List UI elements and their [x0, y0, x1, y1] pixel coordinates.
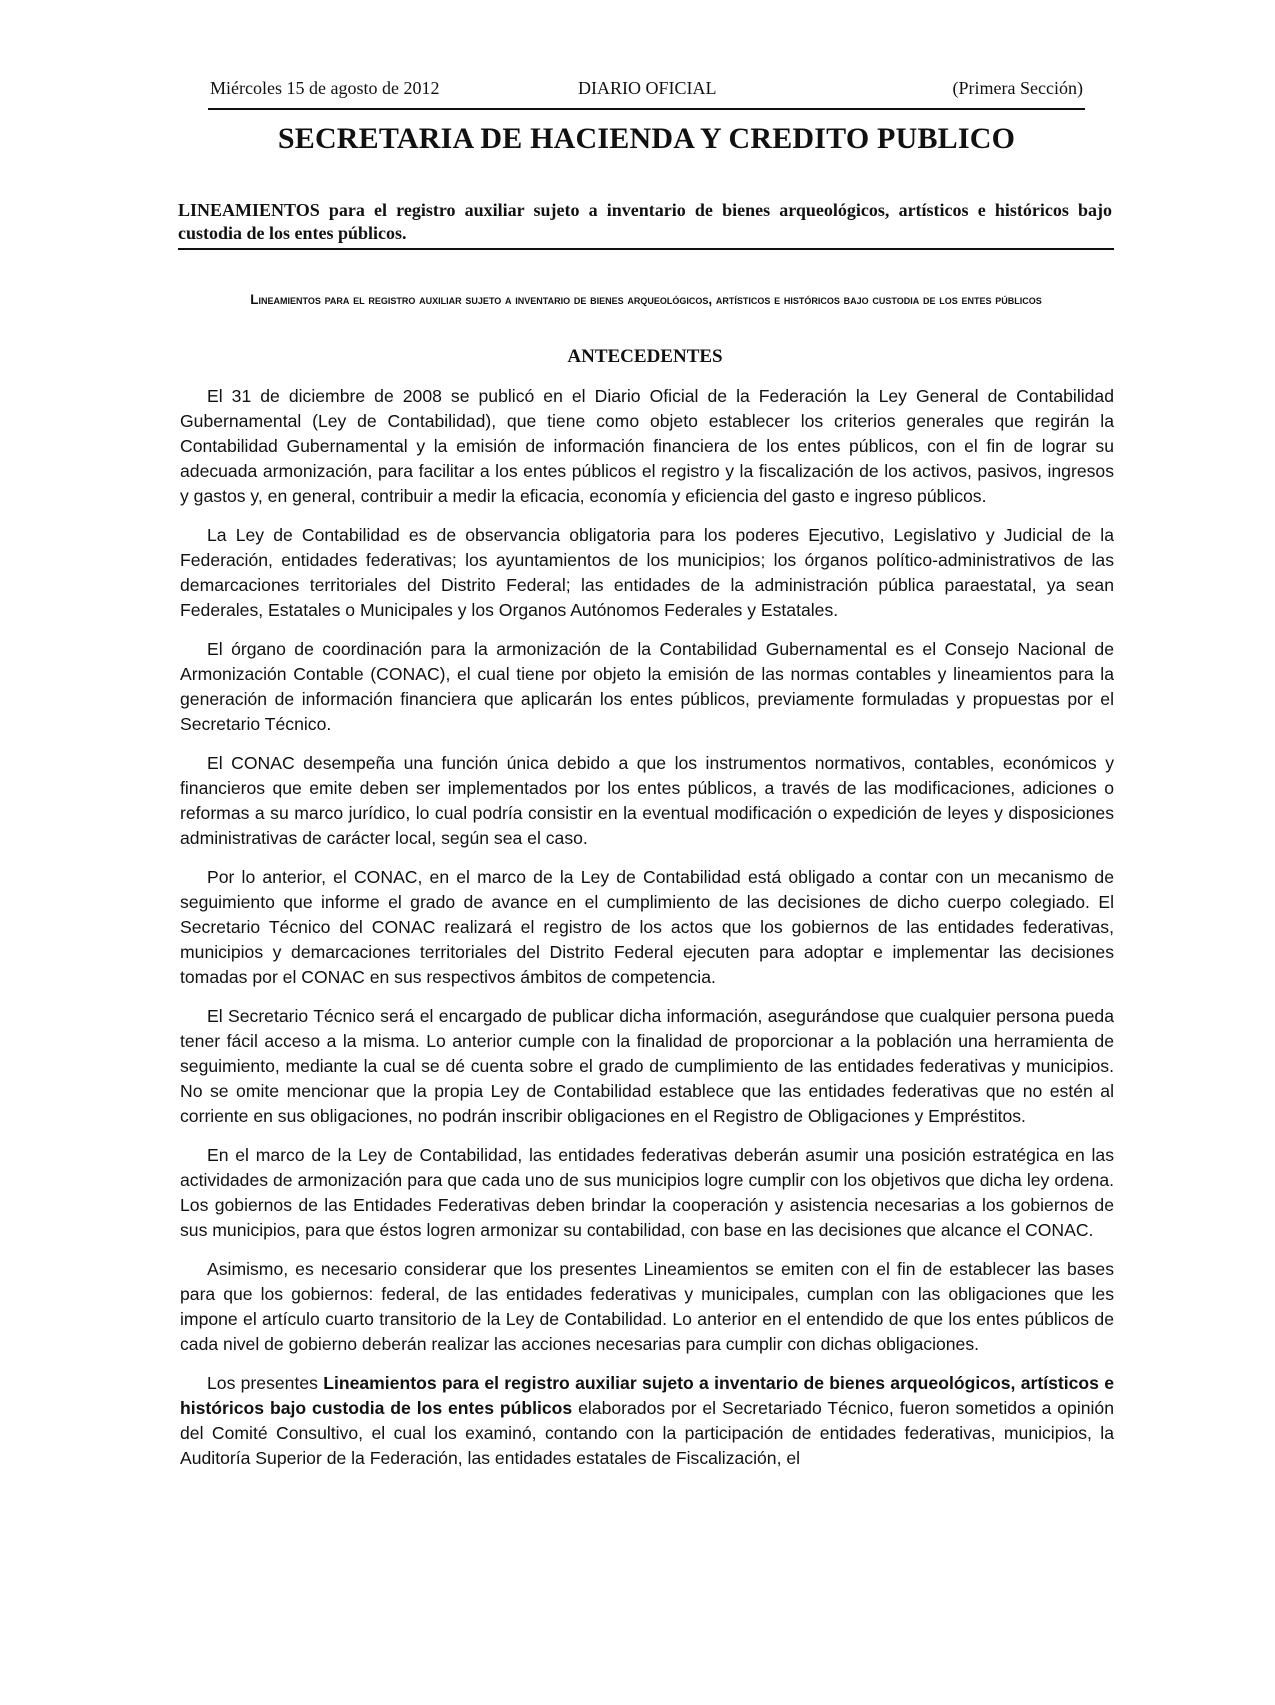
- paragraph: La Ley de Contabilidad es de observancia obligatoria para los poderes Ejecutivo, Legislativo y Judicial de la Federación, entidades federativas; los ayuntamientos de los municipios; los órganos político-administrativos de las demarcaciones territoriales del Distrito Federal; las entidades de la administración pública paraestatal, ya sean Federales, Estatales o Municipales y los Organos Autónomos Federales y Estatales.: [180, 525, 1114, 620]
- document-body: [180, 384, 1114, 1485]
- section-heading: ANTECEDENTES: [567, 346, 723, 367]
- decree-title: [178, 199, 1112, 245]
- paragraph: El Secretario Técnico será el encargado de publicar dicha información, asegurándose que cualquier persona pueda tener fácil acceso a la misma. Lo anterior cumple con la finalidad de proporcionar a la población una herramienta de seguimiento, mediante la cual se dé cuenta sobre el grado de cumplimiento de las entidades federativas y municipios. No se omite mencionar que la propia Ley de Contabilidad establece que las entidades federativas que no estén al corriente en sus obligaciones, no podrán inscribir obligaciones en el Registro de Obligaciones y Empréstitos.: [180, 1006, 1114, 1126]
- header-publication: DIARIO OFICIAL: [578, 78, 717, 98]
- ministry-title: SECRETARIA DE HACIENDA Y CREDITO PUBLICO: [277, 122, 1016, 155]
- header-section: (Primera Sección): [952, 78, 1083, 98]
- header-date: Miércoles 15 de agosto de 2012: [210, 78, 440, 98]
- paragraph-text: elaborados por el Secretariado Técnico, fueron sometidos a opinión del Comité Consultivo, el cual los examinó, contando con la participación de entidades federativas, municipios, la Auditoría Superior de la Federación, las entidades estatales de Fiscalización, el: [180, 1398, 1114, 1468]
- paragraph-text: Los presentes: [207, 1373, 324, 1393]
- paragraph: En el marco de la Ley de Contabilidad, las entidades federativas deberán asumir una posición estratégica en las actividades de armonización para que cada uno de sus municipios logre cumplir con los objetivos que dicha ley ordena. Los gobiernos de las Entidades Federativas deben brindar la cooperación y asistencia necesarias a los gobiernos de sus municipios, para que éstos logren armonizar su contabilidad, con base en las decisiones que alcance el CONAC.: [180, 1145, 1114, 1240]
- document-title: Lineamientos para el registro auxiliar sujeto a inventario de bienes arqueológicos, artísticos e históricos bajo custodia de los entes públicos: [250, 292, 1042, 307]
- decree-lead: LINEAMIENTOS: [178, 200, 320, 220]
- paragraph: El CONAC desempeña una función única debido a que los instrumentos normativos, contables, económicos y financieros que emite deben ser implementados por los entes públicos, a través de las modificaciones, adiciones o reformas a su marco jurídico, lo cual podría consistir en la eventual modificación o expedición de leyes y disposiciones administrativas de carácter local, según sea el caso.: [180, 753, 1114, 848]
- paragraph: El órgano de coordinación para la armonización de la Contabilidad Gubernamental es el Consejo Nacional de Armonización Contable (CONAC), el cual tiene por objeto la emisión de las normas contables y lineamientos para la generación de información financiera que aplicarán los entes públicos, previamente formuladas y propuestas por el Secretario Técnico.: [180, 639, 1114, 734]
- paragraph: Por lo anterior, el CONAC, en el marco de la Ley de Contabilidad está obligado a contar con un mecanismo de seguimiento que informe el grado de avance en el cumplimiento de las decisiones de dicho cuerpo colegiado. El Secretario Técnico del CONAC realizará el registro de los actos que los gobiernos de las entidades federativas, municipios y demarcaciones territoriales del Distrito Federal ejecuten para adoptar e implementar las decisiones tomadas por el CONAC en sus respectivos ámbitos de competencia.: [180, 867, 1114, 987]
- paragraph: El 31 de diciembre de 2008 se publicó en el Diario Oficial de la Federación la Ley General de Contabilidad Gubernamental (Ley de Contabilidad), que tiene como objeto establecer los criterios generales que regirán la Contabilidad Gubernamental y la emisión de información financiera de los entes públicos, con el fin de lograr su adecuada armonización, para facilitar a los entes públicos el registro y la fiscalización de los activos, pasivos, ingresos y gastos y, en general, contribuir a medir la eficacia, economía y eficiencia del gasto e ingreso públicos.: [180, 386, 1114, 506]
- paragraph-bold-title: Lineamientos para el registro auxiliar sujeto a inventario de bienes arqueológicos, artísticos e históricos bajo custodia de los entes públicos: [180, 1373, 1114, 1418]
- separator-rule: [178, 248, 1114, 250]
- page-header: [208, 78, 1085, 110]
- paragraph: Asimismo, es necesario considerar que los presentes Lineamientos se emiten con el fin de establecer las bases para que los gobiernos: federal, de las entidades federativas y municipales, cumplan con las obligaciones que les impone el artículo cuarto transitorio de la Ley de Contabilidad. Lo anterior en el entendido de que los entes públicos de cada nivel de gobierno deberán realizar las acciones necesarias para cumplir con dichas obligaciones.: [180, 1259, 1114, 1354]
- paragraph-last: [180, 1371, 1114, 1471]
- decree-rest: para el registro auxiliar sujeto a inventario de bienes arqueológicos, artísticos e históricos bajo custodia de los entes públicos.: [178, 200, 1112, 243]
